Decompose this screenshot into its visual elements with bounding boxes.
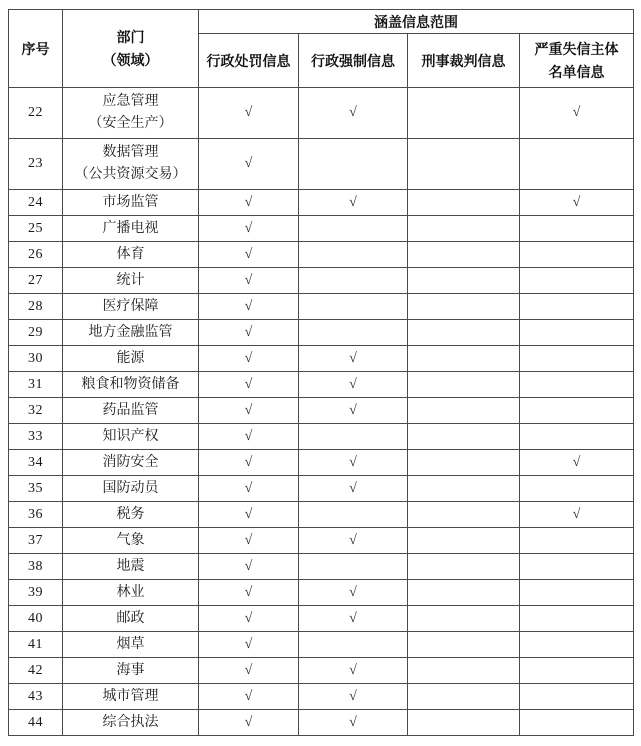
empty-cell <box>408 606 520 632</box>
empty-cell <box>520 528 634 554</box>
checkmark-cell: √ <box>520 502 634 528</box>
table-row <box>9 450 634 476</box>
serial-cell: 41 <box>9 632 63 658</box>
department-cell <box>63 554 199 580</box>
checkmark-cell: √ <box>199 684 299 710</box>
department-line: 消防安全 <box>102 454 159 470</box>
department-cell <box>63 88 199 139</box>
checkmark-cell: √ <box>199 190 299 216</box>
coverage-table <box>8 9 634 736</box>
department-line: 能源 <box>116 350 145 366</box>
department-line: （公共资源交易） <box>74 167 187 182</box>
serial-cell: 33 <box>9 424 63 450</box>
serial-cell: 22 <box>9 88 63 139</box>
table-row <box>9 398 634 424</box>
empty-cell <box>520 632 634 658</box>
table-row <box>9 268 634 294</box>
department-line: 广播电视 <box>102 220 159 236</box>
serial-cell: 44 <box>9 710 63 736</box>
table-row <box>9 606 634 632</box>
department-cell <box>63 580 199 606</box>
empty-cell <box>520 684 634 710</box>
department-line: 综合执法 <box>102 714 159 730</box>
table-row <box>9 216 634 242</box>
header-department-line2: （领域） <box>102 51 159 68</box>
empty-cell <box>520 139 634 190</box>
empty-cell <box>520 658 634 684</box>
empty-cell <box>520 424 634 450</box>
table-row <box>9 294 634 320</box>
department-cell <box>63 424 199 450</box>
table-row <box>9 372 634 398</box>
department-line: 地方金融监管 <box>88 324 173 340</box>
table-row <box>9 632 634 658</box>
table-body <box>9 88 634 736</box>
table-row <box>9 710 634 736</box>
checkmark-cell: √ <box>199 242 299 268</box>
checkmark-cell: √ <box>299 372 408 398</box>
department-cell <box>63 190 199 216</box>
empty-cell <box>299 242 408 268</box>
department-cell <box>63 658 199 684</box>
checkmark-cell: √ <box>199 398 299 424</box>
empty-cell <box>520 372 634 398</box>
empty-cell <box>408 398 520 424</box>
empty-cell <box>520 268 634 294</box>
checkmark-cell: √ <box>199 268 299 294</box>
department-cell <box>63 139 199 190</box>
table-row <box>9 684 634 710</box>
table-row <box>9 320 634 346</box>
serial-cell: 37 <box>9 528 63 554</box>
empty-cell <box>408 268 520 294</box>
table-row <box>9 658 634 684</box>
checkmark-cell: √ <box>299 398 408 424</box>
serial-cell: 32 <box>9 398 63 424</box>
department-line: 烟草 <box>116 636 145 652</box>
empty-cell <box>408 320 520 346</box>
checkmark-cell: √ <box>299 710 408 736</box>
header-coercion: 行政强制信息 <box>299 34 408 88</box>
table-row <box>9 424 634 450</box>
empty-cell <box>520 346 634 372</box>
department-line: 体育 <box>116 246 145 262</box>
header-penalty: 行政处罚信息 <box>199 34 299 88</box>
department-line: 应急管理 <box>102 94 159 109</box>
department-cell <box>63 242 199 268</box>
checkmark-cell: √ <box>199 320 299 346</box>
empty-cell <box>520 216 634 242</box>
checkmark-cell: √ <box>520 190 634 216</box>
serial-cell: 25 <box>9 216 63 242</box>
header-dishonest <box>520 34 634 88</box>
empty-cell <box>408 502 520 528</box>
serial-cell: 31 <box>9 372 63 398</box>
empty-cell <box>408 88 520 139</box>
table-row <box>9 554 634 580</box>
empty-cell <box>408 476 520 502</box>
department-cell <box>63 710 199 736</box>
department-cell <box>63 216 199 242</box>
empty-cell <box>408 190 520 216</box>
checkmark-cell: √ <box>199 346 299 372</box>
department-line: 数据管理 <box>102 145 159 160</box>
table-row <box>9 476 634 502</box>
empty-cell <box>408 372 520 398</box>
checkmark-cell: √ <box>520 450 634 476</box>
empty-cell <box>299 268 408 294</box>
department-line: 税务 <box>116 506 145 522</box>
department-cell <box>63 372 199 398</box>
empty-cell <box>408 139 520 190</box>
department-cell <box>63 268 199 294</box>
serial-cell: 43 <box>9 684 63 710</box>
serial-cell: 24 <box>9 190 63 216</box>
empty-cell <box>408 424 520 450</box>
empty-cell <box>520 242 634 268</box>
empty-cell <box>408 450 520 476</box>
checkmark-cell: √ <box>199 88 299 139</box>
empty-cell <box>408 346 520 372</box>
department-line: 药品监管 <box>102 402 159 418</box>
serial-cell: 39 <box>9 580 63 606</box>
empty-cell <box>299 294 408 320</box>
serial-cell: 23 <box>9 139 63 190</box>
checkmark-cell: √ <box>199 450 299 476</box>
empty-cell <box>520 554 634 580</box>
header-dishonest-line1: 严重失信主体 <box>534 40 619 57</box>
checkmark-cell: √ <box>520 88 634 139</box>
serial-cell: 38 <box>9 554 63 580</box>
empty-cell <box>408 528 520 554</box>
empty-cell <box>408 580 520 606</box>
checkmark-cell: √ <box>299 476 408 502</box>
serial-cell: 42 <box>9 658 63 684</box>
department-line: 林业 <box>116 584 145 600</box>
checkmark-cell: √ <box>199 606 299 632</box>
table-row <box>9 190 634 216</box>
table-header <box>9 10 634 88</box>
department-line: （安全生产） <box>88 116 173 131</box>
department-cell <box>63 320 199 346</box>
checkmark-cell: √ <box>199 632 299 658</box>
department-line: 统计 <box>116 272 145 288</box>
checkmark-cell: √ <box>199 424 299 450</box>
checkmark-cell: √ <box>199 372 299 398</box>
empty-cell <box>408 242 520 268</box>
table-row <box>9 528 634 554</box>
department-cell <box>63 632 199 658</box>
department-line: 国防动员 <box>102 480 159 496</box>
checkmark-cell: √ <box>199 710 299 736</box>
department-cell <box>63 346 199 372</box>
department-cell <box>63 398 199 424</box>
header-criminal: 刑事裁判信息 <box>408 34 520 88</box>
header-department <box>63 10 199 88</box>
empty-cell <box>408 294 520 320</box>
department-line: 地震 <box>116 558 145 574</box>
department-line: 粮食和物资储备 <box>81 376 180 392</box>
empty-cell <box>299 424 408 450</box>
checkmark-cell: √ <box>199 294 299 320</box>
empty-cell <box>299 502 408 528</box>
department-cell <box>63 684 199 710</box>
department-cell <box>63 606 199 632</box>
serial-cell: 28 <box>9 294 63 320</box>
empty-cell <box>299 632 408 658</box>
serial-cell: 29 <box>9 320 63 346</box>
department-line: 邮政 <box>116 610 145 626</box>
empty-cell <box>408 710 520 736</box>
department-cell <box>63 502 199 528</box>
empty-cell <box>520 320 634 346</box>
checkmark-cell: √ <box>199 528 299 554</box>
department-line: 知识产权 <box>102 428 159 444</box>
table-row <box>9 502 634 528</box>
serial-cell: 27 <box>9 268 63 294</box>
empty-cell <box>408 658 520 684</box>
serial-cell: 34 <box>9 450 63 476</box>
header-scope-group: 涵盖信息范围 <box>199 10 634 34</box>
serial-cell: 26 <box>9 242 63 268</box>
empty-cell <box>520 398 634 424</box>
checkmark-cell: √ <box>299 658 408 684</box>
department-cell <box>63 294 199 320</box>
checkmark-cell: √ <box>299 606 408 632</box>
table-row <box>9 88 634 139</box>
empty-cell <box>299 554 408 580</box>
empty-cell <box>299 320 408 346</box>
checkmark-cell: √ <box>299 684 408 710</box>
checkmark-cell: √ <box>299 190 408 216</box>
empty-cell <box>408 632 520 658</box>
checkmark-cell: √ <box>299 450 408 476</box>
serial-cell: 40 <box>9 606 63 632</box>
empty-cell <box>408 554 520 580</box>
empty-cell <box>520 710 634 736</box>
serial-cell: 36 <box>9 502 63 528</box>
empty-cell <box>520 476 634 502</box>
empty-cell <box>520 580 634 606</box>
empty-cell <box>408 216 520 242</box>
empty-cell <box>299 139 408 190</box>
department-cell <box>63 450 199 476</box>
department-line: 市场监管 <box>102 194 159 210</box>
checkmark-cell: √ <box>299 580 408 606</box>
empty-cell <box>520 606 634 632</box>
checkmark-cell: √ <box>199 502 299 528</box>
table-row <box>9 580 634 606</box>
checkmark-cell: √ <box>199 658 299 684</box>
checkmark-cell: √ <box>199 139 299 190</box>
header-serial: 序号 <box>9 10 63 88</box>
department-line: 海事 <box>116 662 145 678</box>
checkmark-cell: √ <box>199 580 299 606</box>
header-department-line1: 部门 <box>116 28 145 45</box>
header-row-group <box>9 10 634 34</box>
empty-cell <box>520 294 634 320</box>
table-row <box>9 346 634 372</box>
department-line: 气象 <box>116 532 145 548</box>
serial-cell: 30 <box>9 346 63 372</box>
table-row <box>9 242 634 268</box>
checkmark-cell: √ <box>299 346 408 372</box>
checkmark-cell: √ <box>299 88 408 139</box>
department-cell <box>63 528 199 554</box>
checkmark-cell: √ <box>299 528 408 554</box>
header-dishonest-line2: 名单信息 <box>548 63 605 80</box>
checkmark-cell: √ <box>199 554 299 580</box>
checkmark-cell: √ <box>199 476 299 502</box>
table-row <box>9 139 634 190</box>
department-line: 城市管理 <box>102 688 159 704</box>
department-line: 医疗保障 <box>102 298 159 314</box>
empty-cell <box>299 216 408 242</box>
serial-cell: 35 <box>9 476 63 502</box>
department-cell <box>63 476 199 502</box>
empty-cell <box>408 684 520 710</box>
checkmark-cell: √ <box>199 216 299 242</box>
